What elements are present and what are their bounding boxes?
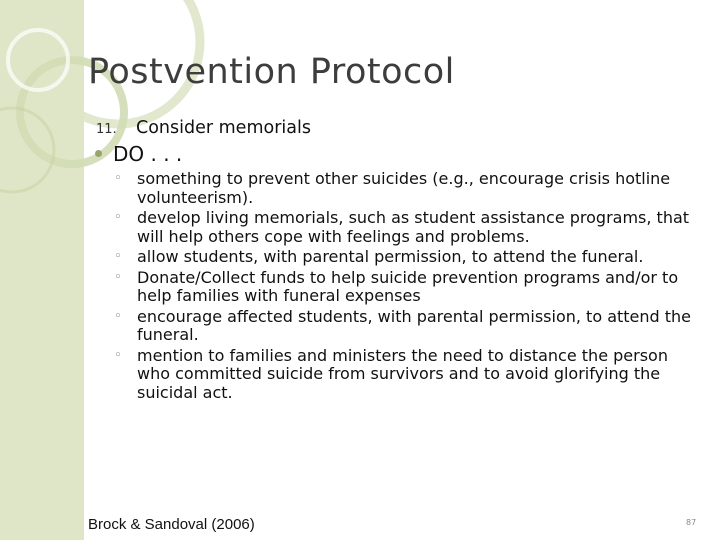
do-label: DO . . . [113, 142, 183, 166]
sub-bullet-icon: ◦ [114, 249, 122, 264]
citation: Brock & Sandoval (2006) [88, 516, 255, 533]
sub-bullet-icon: ◦ [114, 269, 122, 285]
sub-bullet-icon: ◦ [114, 171, 122, 186]
list-item: ◦ mention to families and ministers the need to distance the person who committed suicide from survivors and to avoid glorifying the suicidal act. [114, 345, 668, 402]
bullet-dot-icon [95, 150, 102, 157]
list-item: ◦ something to prevent other suicides (e.g., encourage crisis hotline volunteerism). [114, 169, 671, 207]
do-heading [95, 142, 182, 166]
list-item: ◦ encourage affected students, with parental permission, to attend the funeral. [114, 306, 692, 344]
list-item: ◦ develop living memorials, such as student assistance programs, that will help others cope with feelings and problems. [114, 208, 690, 246]
page-number: 87 [686, 518, 697, 527]
sub-bullet-icon: ◦ [114, 210, 122, 225]
item-text: Consider memorials [136, 118, 311, 138]
left-decorative-band [0, 0, 84, 540]
sub-bullet-icon: ◦ [114, 347, 122, 363]
bullet-list [114, 170, 696, 404]
item-number: 11. [96, 122, 117, 137]
list-item: ◦ Donate/Collect funds to help suicide prevention programs and/or to help families with funeral expenses [114, 267, 679, 305]
sub-bullet-icon: ◦ [114, 308, 122, 324]
numbered-item [96, 118, 311, 138]
slide-title: Postvention Protocol [88, 52, 455, 92]
list-item: ◦ allow students, with parental permission, to attend the funeral. [114, 247, 644, 266]
